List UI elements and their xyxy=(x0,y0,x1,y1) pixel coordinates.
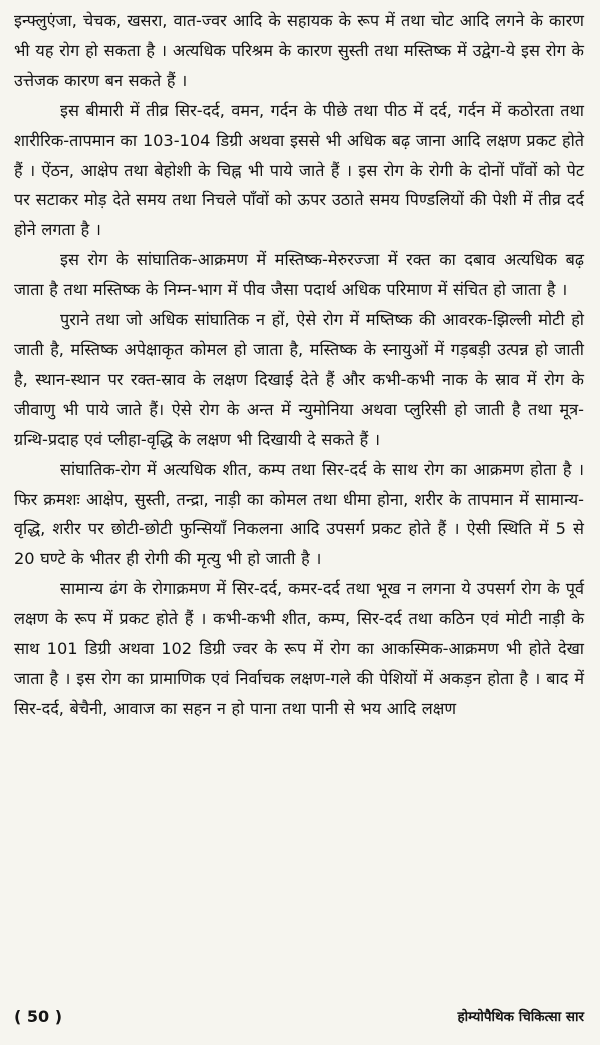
paragraph-chronic-form: पुराने तथा जो अधिक सांघातिक न हों, ऐसे रोग में मष्तिष्क की आवरक-झिल्ली मोटी हो जाती है, मस्तिष्क अपेक्षाकृत कोमल हो जाता है, मस्तिष्क के स्नायुओं में गड़बड़ी उत्पन्न हो जाती है, स्थान-स्थान पर रक्त-स्राव के लक्षण दिखाई देते हैं और कभी-कभी नाक के स्राव में रोग के जीवाणु भी पाये जाते हैं। ऐसे रोग के अन्त में न्युमोनिया अथवा प्लुरिसी हो जाती है तथा मूत्र-ग्रन्थि-प्रदाह एवं प्लीहा-वृद्धि के लक्षण भी दिखायी दे सकते हैं । xyxy=(14,310,584,449)
paragraph-severe-attack: इस रोग के सांघातिक-आक्रमण में मस्तिष्क-मेरुरज्जा में रक्त का दबाव अत्यधिक बढ़ जाता है तथा मस्तिष्क के निम्न-भाग में पीव जैसा पदार्थ अधिक परिमाण में संचित हो जाता है । xyxy=(14,250,584,300)
page-number: ( 50 ) xyxy=(14,1006,63,1026)
paragraph-symptoms: इस बीमारी में तीव्र सिर-दर्द, वमन, गर्दन के पीछे तथा पीठ में दर्द, गर्दन में कठोरता तथा शारीरिक-तापमान का 103-104 डिग्री अथवा इससे भी अधिक बढ़ जाना आदि लक्षण प्रकट होते हैं । ऐंठन, आक्षेप तथा बेहोशी के चिह्न भी पाये जाते हैं । इस रोग के रोगी के दोनों पाँवों को पेट पर सटाकर मोड़ देते समय तथा निचले पाँवों को ऊपर उठाते समय पिण्डलियों की पेशी में तीव्र दर्द होने लगता है । xyxy=(14,100,584,240)
paragraph-causes-continued: इन्फ्लुएंजा, चेचक, खसरा, वात-ज्वर आदि के सहायक के रूप में तथा चोट आदि लगने के कारण भी यह रोग हो सकता है । अत्यधिक परिश्रम के कारण सुस्ती तथा मस्तिष्क में उद्वेग-ये इस रोग के उत्तेजक कारण बन सकते हैं । xyxy=(14,11,584,90)
page-footer xyxy=(14,1003,584,1029)
paragraph-fatal-form: सांघातिक-रोग में अत्यधिक शीत, कम्प तथा सिर-दर्द के साथ रोग का आक्रमण होता है । फिर क्रमशः आक्षेप, सुस्ती, तन्द्रा, नाड़ी का कोमल तथा धीमा होना, शरीर के तापमान में सामान्य-वृद्धि, शरीर पर छोटी-छोटी फुन्सियाँ निकलना आदि उपसर्ग प्रकट होते हैं । ऐसी स्थिति में 5 से 20 घण्टे के भीतर ही रोगी की मृत्यु भी हो जाती है । xyxy=(14,459,584,569)
page-body-text xyxy=(14,6,584,724)
paragraph-ordinary-form: सामान्य ढंग के रोगाक्रमण में सिर-दर्द, कमर-दर्द तथा भूख न लगना ये उपसर्ग रोग के पूर्व लक्षण के रूप में प्रकट होते हैं । कभी-कभी शीत, कम्प, सिर-दर्द तथा कठिन एवं मोटी नाड़ी के साथ 101 डिग्री अथवा 102 डिग्री ज्वर के रूप में रोग का आकस्मिक-आक्रमण भी होते देखा जाता है । इस रोग का प्रामाणिक एवं निर्वाचक लक्षण-गले की पेशियों में अकड़न होता है । बाद में सिर-दर्द, बेचैनी, आवाज का सहन न हो पाना तथा पानी से भय आदि लक्षण xyxy=(14,579,584,718)
running-book-title: होम्योपैथिक चिकित्सा सार xyxy=(457,1009,584,1025)
